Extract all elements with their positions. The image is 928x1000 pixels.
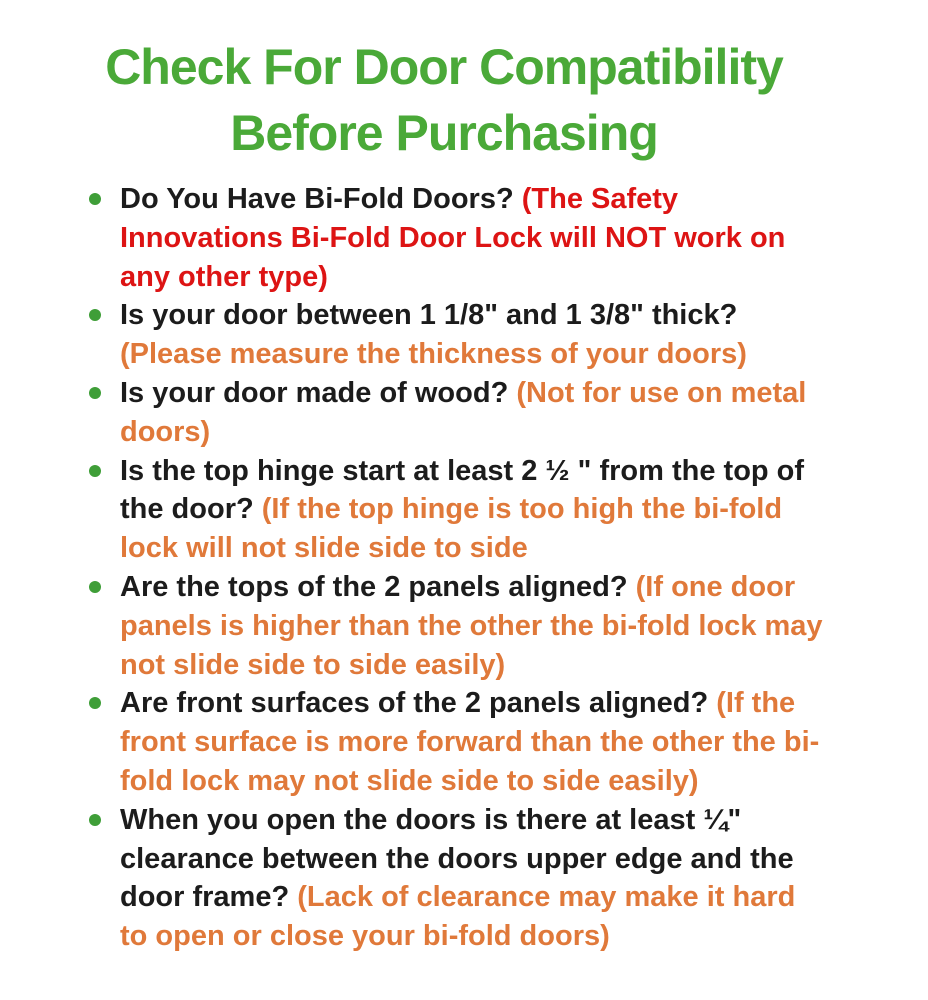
checklist-item-door-thickness [120,296,826,374]
note-text: (If the top hinge is too high the bi-fold lock will not slide side to side [120,493,783,565]
compatibility-checklist [0,180,826,956]
question-text: Is your door made of wood? [120,376,517,409]
bullet-icon [89,814,101,826]
page-title [10,34,878,166]
page-title-line2: Before Purchasing [230,105,658,161]
question-text: Are front surfaces of the 2 panels aligned? [120,687,717,720]
question-text: When you open the doors is there at least ¼" clearance between the doors upper edge and the door frame? [120,803,794,914]
checklist-item-front-surfaces-aligned [120,684,826,800]
bullet-icon [89,581,101,593]
question-text: Is your door between 1 1/8" and 1 3/8" thick? [120,299,738,332]
bullet-icon [89,193,101,205]
bullet-icon [89,309,101,321]
note-text: (The Safety Innovations Bi-Fold Door Lock will NOT work on any other type) [120,183,786,293]
question-text: Do You Have Bi-Fold Doors? [120,183,522,215]
note-text: (Not for use on metal doors) [120,376,807,448]
checklist-item-top-clearance [120,801,826,956]
question-text: Are the tops of the 2 panels aligned? [120,570,636,603]
page-title-line1: Check For Door Compatibility [105,39,783,95]
checklist-item-bifold-doors [120,180,826,296]
bullet-icon [89,697,101,709]
flyer-page [0,34,928,1000]
checklist-item-wood-door [120,374,826,452]
checklist-item-top-hinge [120,452,826,568]
note-text: (Lack of clearance may make it hard to open or close your bi-fold doors) [120,881,796,953]
note-text: (Please measure the thickness of your doors) [120,338,747,371]
note-text: (If one door panels is higher than the other the bi-fold lock may not slide side to side easily) [120,570,823,681]
question-text: Is the top hinge start at least 2 ½ " from the top of the door? [120,454,805,526]
note-text: (If the front surface is more forward than the other the bi-fold lock may not slide side to side easily) [120,687,820,797]
bullet-icon [89,387,101,399]
bullet-icon [89,465,101,477]
checklist-item-panel-tops-aligned [120,568,826,684]
